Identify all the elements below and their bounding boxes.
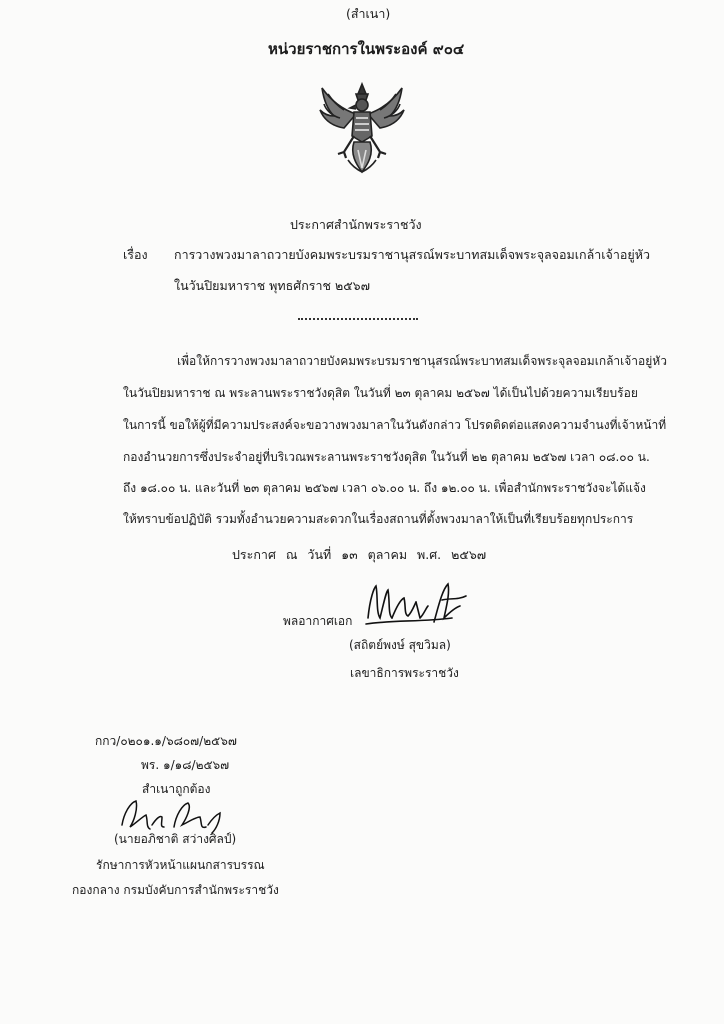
signatory-rank: พลอากาศเอก (283, 614, 353, 628)
dotted-separator (298, 318, 418, 320)
body-line: เพื่อให้การวางพวงมาลาถวายบังคมพระบรมราชานุสรณ์พระบาทสมเด็จพระจุลจอมเกล้าเจ้าอยู่หัว (177, 354, 667, 368)
body-line: ถึง ๑๘.๐๐ น. และวันที่ ๒๓ ตุลาคม ๒๕๖๗ เวลา ๐๖.๐๐ น. ถึง ๑๒.๐๐ น. เพื่อสำนักพระราชวังจะได้แจ้ง (123, 481, 646, 495)
garuda-emblem-icon (314, 80, 410, 176)
agency-heading: หน่วยราชการในพระองค์ ๙๐๔ (268, 40, 465, 58)
reference-number: กกว/๐๒๐๑.๑/๖๘๐๗/๒๕๖๗ (95, 734, 237, 748)
body-line: ให้ทราบข้อปฏิบัติ รวมทั้งอำนวยความสะดวกในเรื่องสถานที่ตั้งพวงมาลาให้เป็นที่เรียบร้อยทุกประการ (123, 512, 634, 526)
certifier-signature-image (116, 795, 236, 835)
copy-mark: (สำเนา) (346, 6, 391, 21)
subject-label: เรื่อง (123, 247, 148, 262)
signatory-name: (สถิตย์พงษ์ สุขวิมล) (349, 638, 451, 652)
signature-image (362, 578, 474, 634)
body-line: ในการนี้ ขอให้ผู้ที่มีความประสงค์จะขอวางพวงมาลาในวันดังกล่าว โปรดติดต่อแสดงความจำนงที่เจ้าหน้าที่ (123, 418, 667, 432)
document-title: ประกาศสำนักพระราชวัง (290, 217, 422, 232)
subject-line-2: ในวันปิยมหาราช พุทธศักราช ๒๕๖๗ (174, 278, 370, 293)
body-line: ในวันปิยมหาราช ณ พระลานพระราชวังดุสิต ในวันที่ ๒๓ ตุลาคม ๒๕๖๗ ได้เป็นไปด้วยความเรียบร้อย (123, 386, 638, 400)
certifier-position: รักษาการหัวหน้าแผนกสารบรรณ (96, 858, 265, 872)
announcement-date: ประกาศ ณ วันที่ ๑๓ ตุลาคม พ.ศ. ๒๕๖๗ (232, 547, 487, 562)
certification-label: สำเนาถูกต้อง (142, 782, 211, 796)
reference-number: พร. ๑/๑๘/๒๕๖๗ (141, 758, 230, 772)
certifier-name: (นายอภิชาติ สว่างศิลป์) (114, 832, 237, 846)
certifier-division: กองกลาง กรมบังคับการสำนักพระราชวัง (72, 883, 279, 897)
body-line: กองอำนวยการซึ่งประจำอยู่ที่บริเวณพระลานพระราชวังดุสิต ในวันที่ ๒๒ ตุลาคม ๒๕๖๗ เวลา ๐๘.๐๐ น. (123, 450, 650, 464)
signatory-position: เลขาธิการพระราชวัง (350, 666, 459, 680)
subject-line-1: การวางพวงมาลาถวายบังคมพระบรมราชานุสรณ์พระบาทสมเด็จพระจุลจอมเกล้าเจ้าอยู่หัว (174, 247, 650, 262)
